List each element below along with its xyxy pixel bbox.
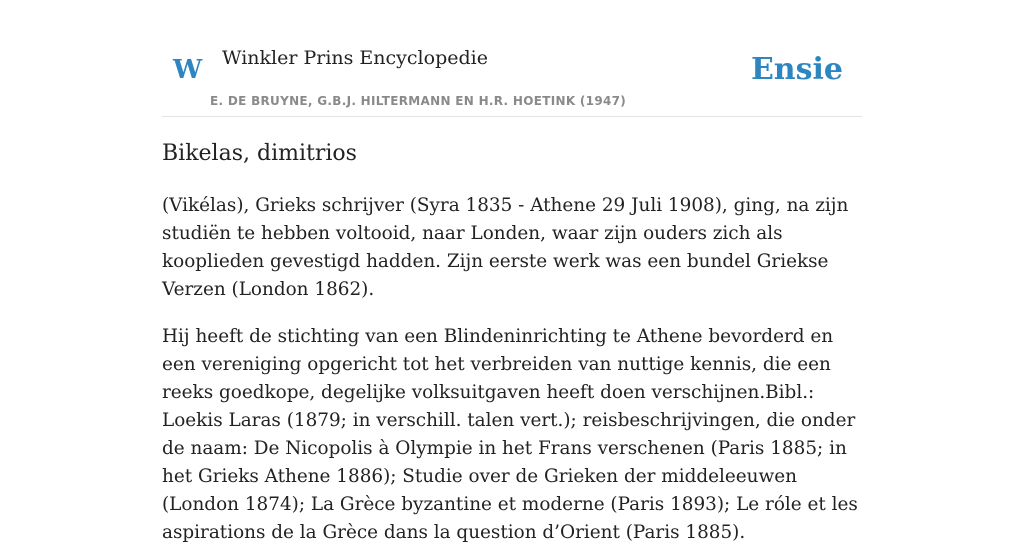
site-header [162,0,862,117]
article [162,134,862,547]
encyclopedia-logo[interactable]: W [173,55,203,85]
article-title: Bikelas, dimitrios [162,141,357,166]
article-paragraph: Hij heeft de stichting van een Blindeninrichting te Athene bevorderd en een vereniging opgericht tot het verbreiden van nuttige kennis, die een reeks goedkope, degelijke volksuitgaven heeft doen verschijnen.Bibl.: Loekis Laras (1879; in verschill. talen vert.); reisbeschrijvingen, die onder de naam: De Nicopolis à Olympie in het Frans verschenen (Paris 1885; in het Grieks Athene 1886); Studie over de Grieken der middeleeuwen (London 1874); La Grèce byzantine et moderne (Paris 1893); Le róle et les aspirations de la Grèce dans la question d’Orient (Paris 1885). [162,326,858,543]
article-paragraph: (Vikélas), Grieks schrijver (Syra 1835 - Athene 29 Juli 1908), ging, na zijn studiën te hebben voltooid, naar Londen, waar zijn ouders zich als kooplieden gevestigd hadden. Zijn eerste werk was een bundel Griekse Verzen (London 1862). [162,195,849,300]
ensie-logo-link[interactable]: Ensie [750,52,843,87]
book-title[interactable]: Winkler Prins Encyclopedie [222,47,488,69]
book-authors: E. DE BRUYNE, G.B.J. HILTERMANN EN H.R. HOETINK (1947) [210,94,627,108]
